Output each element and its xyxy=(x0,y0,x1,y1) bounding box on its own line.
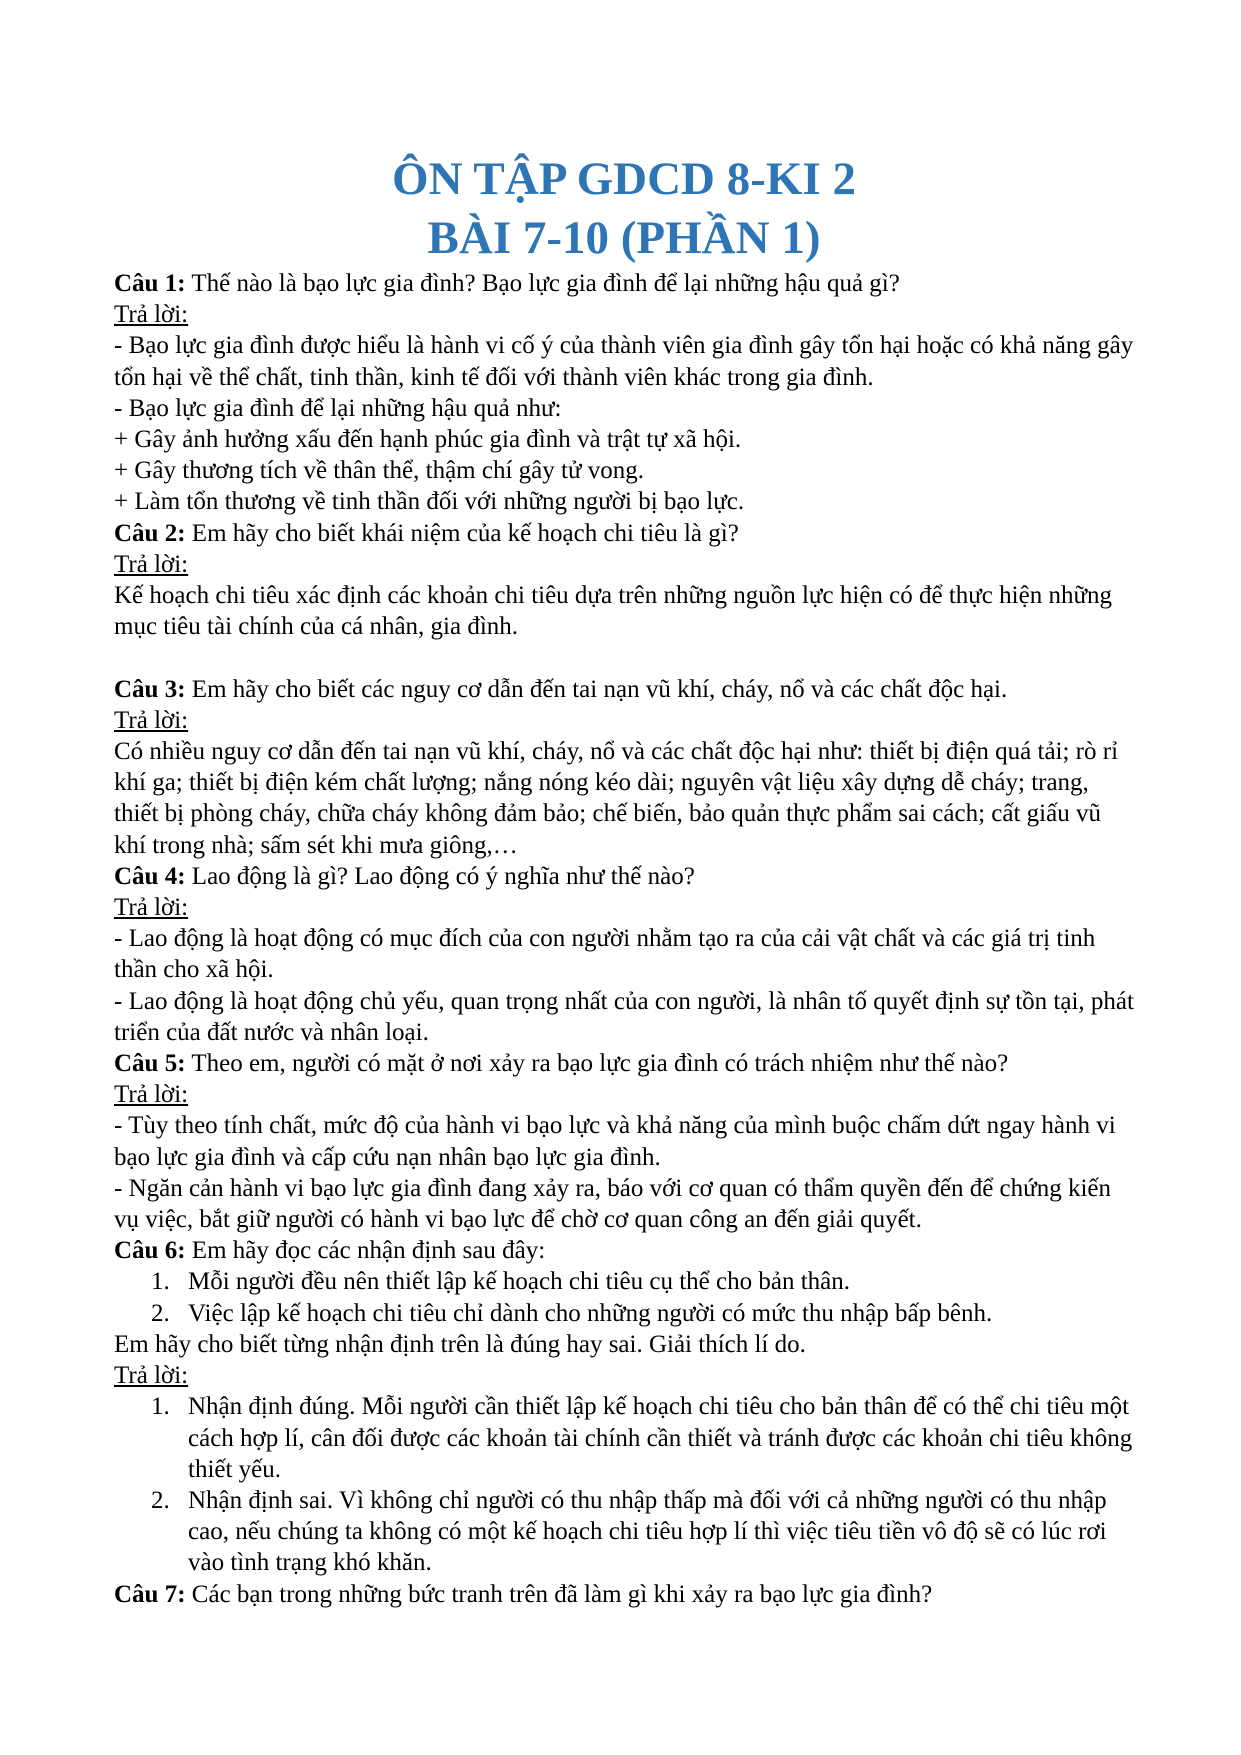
document-page xyxy=(114,150,1134,1610)
answer-paragraph: - Ngăn cản hành vi bạo lực gia đình đang xảy ra, báo với cơ quan có thẩm quyền đến để chứng kiến vụ việc, bắt giữ người có hành vi bạo lực để chờ cơ quan công an đến giải quyết. xyxy=(114,1174,1111,1234)
answer-paragraph: Có nhiều nguy cơ dẫn đến tai nạn vũ khí, cháy, nổ và các chất độc hại như: thiết bị điện quá tải; rò rỉ khí ga; thiết bị điện kém chất lượng; nắng nóng kéo dài; nguyên vật liệu xây dựng dễ cháy; trang, thiết bị phòng cháy, chữa cháy không đảm bảo; chế biến, bảo quản thực phẩm sai cách; cất giấu vũ khí trong nhà; sấm sét khi mưa giông,… xyxy=(114,738,1119,859)
question-text: Em hãy đọc các nhận định sau đây: xyxy=(185,1237,546,1265)
question-text: Thế nào là bạo lực gia đình? Bạo lực gia đình để lại những hậu quả gì? xyxy=(185,270,900,297)
question-label: Câu 5: xyxy=(114,1050,186,1078)
answer-label: Trả lời: xyxy=(114,301,189,329)
answer-paragraph: - Bạo lực gia đình được hiểu là hành vi cố ý của thành viên gia đình gây tổn hại hoặc có khả năng gây tổn hại về thể chất, tinh thần, kinh tế đối với thành viên khác trong gia đình. xyxy=(114,332,1134,391)
blank-line xyxy=(114,642,1134,673)
question-2 xyxy=(114,518,1134,549)
question-text: Theo em, người có mặt ở nơi xảy ra bạo lực gia đình có trách nhiệm như thế nào? xyxy=(185,1050,1009,1078)
question-5 xyxy=(114,1048,1134,1079)
answer-label: Trả lời: xyxy=(114,894,189,922)
document-title xyxy=(114,150,1134,268)
answer-label: Trả lời: xyxy=(114,1081,189,1109)
answer-label: Trả lời: xyxy=(114,1362,189,1390)
question-label: Câu 2: xyxy=(114,519,186,547)
list-text: Nhận định sai. Vì không chỉ người có thu nhập thấp mà đối với cả những người có thu nhập cao, nếu chúng ta không có một kế hoạch chi tiêu hợp lí thì việc tiêu tiền vô độ sẽ có lúc rơi vào tình trạng khó khăn. xyxy=(188,1486,1107,1577)
question-text: Em hãy cho biết các nguy cơ dẫn đến tai nạn vũ khí, cháy, nổ và các chất độc hại. xyxy=(185,675,1008,703)
question-3 xyxy=(114,674,1134,705)
list-item xyxy=(151,1266,1134,1297)
question-label: Câu 4: xyxy=(114,862,186,890)
question-label: Câu 7: xyxy=(114,1580,186,1608)
answer-label: Trả lời: xyxy=(114,706,189,734)
answer-paragraph: + Làm tổn thương về tinh thần đối với những người bị bạo lực. xyxy=(114,488,745,516)
answer-list xyxy=(114,1391,1134,1578)
list-item xyxy=(151,1391,1134,1485)
question-4 xyxy=(114,861,1134,892)
list-text: Nhận định đúng. Mỗi người cần thiết lập kế hoạch chi tiêu cho bản thân để có thể chi tiêu một cách hợp lí, cân đối được các khoản tài chính cần thiết và tránh được các khoản chi tiêu không thiết yếu. xyxy=(188,1393,1133,1483)
list-item xyxy=(151,1485,1134,1579)
question-label: Câu 6: xyxy=(114,1237,186,1265)
question-text: Lao động là gì? Lao động có ý nghĩa như thế nào? xyxy=(185,862,695,890)
answer-paragraph: - Lao động là hoạt động chủ yếu, quan trọng nhất của con người, là nhân tố quyết định sự tồn tại, phát triển của đất nước và nhân loại. xyxy=(114,987,1134,1046)
answer-paragraph: - Tùy theo tính chất, mức độ của hành vi bạo lực và khả năng của mình buộc chấm dứt ngay hành vi bạo lực gia đình và cấp cứu nạn nhân bạo lực gia đình. xyxy=(114,1112,1116,1171)
question-6 xyxy=(114,1235,1134,1266)
answer-paragraph: - Bạo lực gia đình để lại những hậu quả như: xyxy=(114,394,562,422)
question-label: Câu 3: xyxy=(114,675,186,703)
list-number: 1. xyxy=(151,1268,170,1296)
answer-paragraph: - Lao động là hoạt động có mục đích của con người nhằm tạo ra của cải vật chất và các giá trị tinh thần cho xã hội. xyxy=(114,925,1096,984)
title-line-2: BÀI 7-10 (PHẦN 1) xyxy=(427,212,821,264)
list-text: Việc lập kế hoạch chi tiêu chỉ dành cho những người có mức thu nhập bấp bênh. xyxy=(188,1299,993,1327)
document-body xyxy=(114,268,1134,1610)
list-number: 2. xyxy=(151,1299,170,1327)
statement-list xyxy=(114,1266,1134,1328)
question-label: Câu 1: xyxy=(114,270,186,297)
answer-paragraph: Kế hoạch chi tiêu xác định các khoản chi tiêu dựa trên những nguồn lực hiện có để thực hiện những mục tiêu tài chính của cá nhân, gia đình. xyxy=(114,582,1112,641)
list-text: Mỗi người đều nên thiết lập kế hoạch chi tiêu cụ thể cho bản thân. xyxy=(188,1268,850,1296)
list-item xyxy=(151,1298,1134,1329)
list-number: 1. xyxy=(151,1393,170,1421)
answer-label: Trả lời: xyxy=(114,550,189,578)
question-prompt: Em hãy cho biết từng nhận định trên là đúng hay sai. Giải thích lí do. xyxy=(114,1330,806,1358)
question-7 xyxy=(114,1579,1134,1610)
question-text: Em hãy cho biết khái niệm của kế hoạch chi tiêu là gì? xyxy=(185,519,739,547)
question-text: Các bạn trong những bức tranh trên đã làm gì khi xảy ra bạo lực gia đình? xyxy=(185,1580,933,1608)
list-number: 2. xyxy=(151,1486,170,1514)
answer-paragraph: + Gây ảnh hưởng xấu đến hạnh phúc gia đình và trật tự xã hội. xyxy=(114,426,742,454)
answer-paragraph: + Gây thương tích về thân thể, thậm chí gây tử vong. xyxy=(114,457,645,485)
title-line-1: ÔN TẬP GDCD 8-KI 2 xyxy=(392,153,856,205)
question-1 xyxy=(114,268,1134,299)
